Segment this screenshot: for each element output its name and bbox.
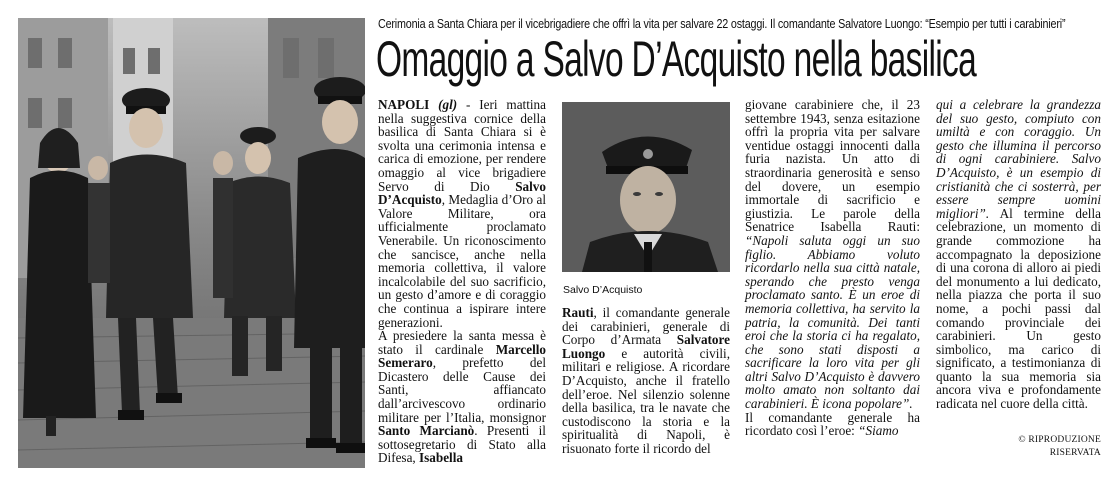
text-run: e autorità civili, militari e religiose. A ricordare D’Acquisto, anche il fratello dell’eroe. Nel silenzio solenne della basilica, tra le navate che custodiscono la storia e la spiritualità di Napoli, è risuonato forte il ricordo del: [562, 345, 730, 456]
text-run: , il comandante generale dei carabinieri, generale di Corpo d’Armata: [562, 305, 730, 348]
text-run: , prefetto del Dicastero delle Cause dei Santi, affiancato dall’arcivescovo ordinario militare per l’Italia, monsignor: [378, 355, 546, 425]
paragraph: [562, 306, 730, 456]
person-name: Salvo D’Acquisto: [378, 178, 546, 208]
text-run: , Medaglia d’Oro al Valore Militare, ora ufficialmente proclamato Venerabile. Un riconoscimento che sancisce, anche nella memoria collettiva, il valore incalcolabile del suo sacrificio, un gesto d’amore e di coraggio che continua a ispirare intere generazioni.: [378, 192, 546, 330]
paragraph: [936, 98, 1101, 411]
author-tag: (gl): [438, 97, 458, 112]
article-column-3: [745, 98, 920, 438]
article-column-4: [936, 98, 1101, 411]
article-column-1: [378, 98, 546, 465]
text-run: - Ieri mattina nella suggestiva cornice della basilica di Santa Chiara si è svolta una cerimonia intensa e carica di emozione, per rendere omaggio al vice brigadiere Servo di Dio: [378, 97, 546, 194]
quote: “Siamo: [858, 423, 899, 439]
text-run: giovane carabiniere che, il 23 settembre 1943, senza esitazione offrì la propria vita per salvare ventidue ostaggi innocenti dalla furia nazista. Un atto di straordinaria generosità e senso del dovere, un esempio immortale di sacrificio e giustizia. Le parole della Senatrice Isabella Rauti:: [745, 97, 920, 235]
portrait-photo: [562, 102, 730, 272]
person-name: Marcello Semeraro: [378, 341, 546, 371]
paragraph: [745, 411, 920, 438]
article-column-2: [562, 306, 730, 456]
copyright-line-1: © RIPRODUZIONE: [1018, 435, 1101, 445]
paragraph-intro: [378, 98, 546, 329]
dateline: NAPOLI: [378, 97, 439, 112]
portrait-caption: Salvo D’Acquisto: [563, 284, 643, 296]
text-run: Il comandante generale ha ricordato così l’eroe:: [745, 409, 920, 439]
quote: “Napoli saluta oggi un suo figlio. Abbiamo voluto ricordarlo nella sua città natale, sperando che presto venga proclamato santo. È un eroe di memoria collettiva, ha servito la patria, la comunità. Dei tanti eroi che la storia ci ha regalato, che sono stati disposti a sacrificare la loro vita per gli altri Salvo D’Acquisto è davvero molto amato non soltanto dai carabinieri. È icona popolare”.: [745, 232, 920, 412]
person-name: Salvatore Luongo: [562, 332, 730, 361]
copyright-line-2: RISERVATA: [1049, 448, 1101, 458]
text-run: A presiedere la santa messa è stato il cardinale: [378, 328, 546, 357]
article-headline: Omaggio a Salvo D’Acquisto nella basilica: [376, 31, 977, 87]
quote: qui a celebrare la grandezza del suo gesto, compiuto con umiltà e con coraggio. Un gesto che illumina il percorso di ogni carabiniere. Salvo D’Acquisto, è un esempio di cristianità che ci sosterrà, per essere sempre uomini migliori”.: [936, 97, 1101, 221]
paragraph-mass: [378, 329, 546, 465]
text-run: . Presenti il sottosegretario di Stato alla Difesa,: [378, 423, 546, 466]
person-name: Rauti: [562, 305, 594, 320]
person-name: Santo Marcianò: [378, 423, 475, 439]
article-kicker: Cerimonia a Santa Chiara per il vicebrigadiere che offrì la vita per salvare 22 ostaggi. Il comandante Salvatore Luongo: “Esempio per tutti i carabinieri”: [378, 17, 1066, 31]
text-run: Al termine della celebrazione, un momento di grande commozione ha accompagnato la deposizione di una corona di alloro ai piedi del monumento a lui dedicato, nella piazza che porta il suo nome, a pochi passi dal comando provinciale dei carabinieri. Un gesto simbolico, ma carico di significato, a testimonianza di quanto la sua memoria sia ancora viva e profondamente radicata nel cuore della città.: [936, 205, 1101, 412]
main-photo: [18, 18, 365, 468]
copyright-notice: [936, 434, 1101, 460]
paragraph: [745, 98, 920, 411]
person-name: Isabella: [419, 450, 463, 466]
